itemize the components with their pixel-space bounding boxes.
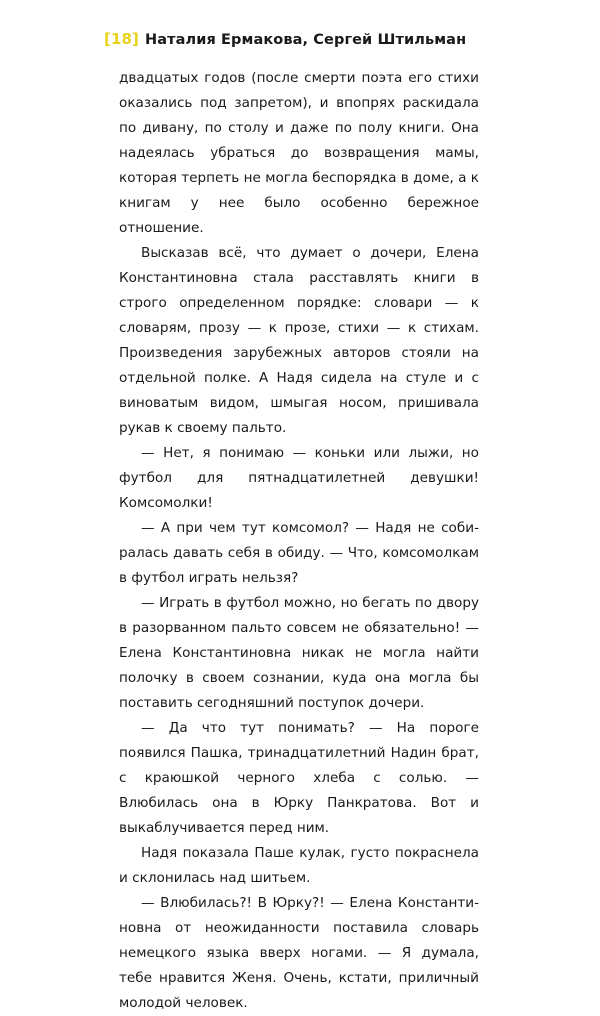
paragraph-5: — Играть в футбол можно, но бегать по двору в разорванном пальто совсем не обязательно! — Елена Константиновна никак не могла найти полочку в своем сознании, куда она могла бы поставить сегодняшний поступок дочери.	[119, 595, 479, 711]
paragraph-7: Надя показала Паше кулак, густо покраснела и склонилась над шитьем.	[119, 845, 479, 886]
paragraph-2: Высказав всё, что думает о дочери, Елена Константиновна стала расставлять книги в строго определенном порядке: словари — к словарям, прозу — к прозе, стихи — к стихам. Произведения зарубежных авторов стояли на отдельной полке. А Надя сидела на стуле и с виноватым видом, шмыгая носом, пришивала рукав к своему пальто.	[119, 245, 479, 436]
page-header	[104, 30, 466, 48]
paragraph-4: — А при чем тут комсомол? — Надя не собиралась давать себя в обиду. — Что, комсомолкам в футбол играть нельзя?	[119, 520, 479, 586]
running-title-authors: Наталия Ермакова, Сергей Штильман	[145, 32, 467, 48]
paragraph-8: — Влюбилась?! В Юрку?! — Елена Константиновна от неожиданности поставила словарь немецкого языка вверх ногами. — Я думала, тебе нравится Женя. Очень, кстати, приличный молодой человек.	[119, 895, 479, 1011]
paragraph-6: — Да что тут понимать? — На пороге появился Пашка, тринадцатилетний Надин брат, с краюшкой черного хлеба с солью. — Влюбилась она в Юрку Панкратова. Вот и выкаблучивается перед ним.	[119, 720, 479, 836]
page-number: [18]	[104, 30, 139, 48]
page-body	[119, 66, 479, 1016]
paragraph-3: — Нет, я понимаю — коньки или лыжи, но футбол для пятнадцатилетней девушки! Комсомолки!	[119, 445, 479, 511]
paragraph-1: двадцатых годов (после смерти поэта его стихи оказались под запретом), и впопрях раскидала по дивану, по столу и даже по полу книги. Она надеялась убраться до возвращения мамы, которая терпеть не могла беспорядка в доме, а к книгам у нее было особенно бережное отношение.	[119, 70, 479, 236]
